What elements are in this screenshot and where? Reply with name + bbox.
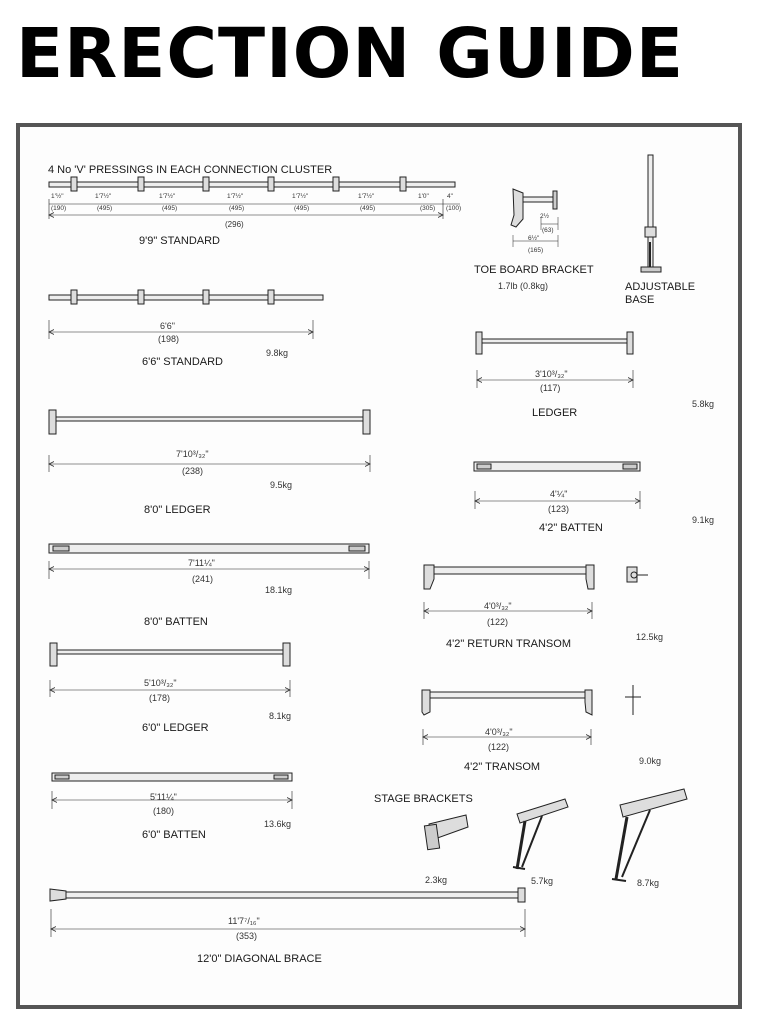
segment-mm: (495) [229, 205, 245, 212]
return-transom-dim: 4'0³/₃₂" [484, 601, 512, 611]
batten-8ft-weight: 18.1kg [265, 585, 293, 595]
batten-4ft2-name: 4'2" BATTEN [539, 522, 603, 534]
component-sheet [16, 123, 742, 1009]
batten-6ft-name: 6'0" BATTEN [142, 829, 206, 841]
toe-board-dim1: 2½ [540, 213, 550, 220]
segment-label: 4" [447, 193, 453, 200]
batten-8ft-dim: 7'11¼" [188, 558, 215, 568]
standard-6ft6-dim: 6'6" [160, 321, 175, 331]
adjustable-base-label-2: BASE [625, 294, 655, 306]
header-note: 4 No 'V' PRESSINGS IN EACH CONNECTION CLUSTER [48, 164, 333, 176]
segment-label: 1'7½" [159, 193, 176, 200]
batten-6ft-mm: (180) [153, 806, 175, 816]
standard-6ft6-name: 6'6" STANDARD [142, 356, 223, 368]
ledger-8ft-weight: 9.5kg [270, 480, 293, 490]
stage-bracket-weight-1: 2.3kg [425, 875, 448, 885]
return-transom-mm: (122) [487, 617, 509, 627]
stage-bracket-weight-3: 8.7kg [637, 878, 660, 888]
stage-bracket-large [612, 789, 687, 881]
ledger-6ft-dim: 5'10³/₃₂" [144, 678, 177, 688]
stage-bracket-weight-2: 5.7kg [531, 876, 554, 886]
segment-mm: (100) [446, 205, 462, 212]
toe-board-dim2: 6½" [528, 235, 540, 242]
segment-label: 1'7½" [95, 193, 112, 200]
batten-4ft2-dim: 4'¼" [550, 489, 568, 499]
batten-4ft2-mm: (123) [548, 504, 570, 514]
ledger-short-drawing [476, 332, 633, 388]
segment-mm: (495) [360, 205, 376, 212]
segment-mm: (495) [162, 205, 178, 212]
segment-mm: (190) [51, 205, 67, 212]
ledger-short-mm: (117) [540, 383, 561, 393]
ledger-short-weight: 5.8kg [692, 399, 715, 409]
segment-label: 1'½" [51, 193, 64, 200]
batten-4ft2-drawing [474, 462, 640, 509]
segment-label: 1'7½" [292, 193, 309, 200]
toe-board-mm2: (165) [528, 247, 544, 254]
standard-6ft6-drawing [49, 290, 323, 339]
adjustable-base-label-1: ADJUSTABLE [625, 281, 696, 293]
standard-9ft9-total: (296) [225, 220, 244, 229]
ledger-6ft-drawing [50, 643, 290, 697]
segment-mm: (495) [97, 205, 113, 212]
ledger-6ft-name: 6'0" LEDGER [142, 722, 209, 734]
ledger-short-name: LEDGER [532, 407, 578, 419]
toe-board-mm1: (63) [542, 227, 554, 234]
segment-label: 1'7½" [358, 193, 375, 200]
ledger-6ft-weight: 8.1kg [269, 711, 292, 721]
segment-label: 1'7½" [227, 193, 244, 200]
batten-6ft-dim: 5'11¼" [150, 792, 177, 802]
ledger-8ft-name: 8'0" LEDGER [144, 504, 211, 516]
standard-6ft6-mm: (198) [158, 334, 180, 344]
diagonal-brace-name: 12'0" DIAGONAL BRACE [197, 953, 322, 965]
segment-mm: (305) [420, 205, 436, 212]
toe-board-bracket-name: TOE BOARD BRACKET [474, 264, 594, 276]
ledger-8ft-mm: (238) [182, 466, 204, 476]
diagonal-brace-drawing [50, 888, 525, 937]
batten-4ft2-weight: 9.1kg [692, 515, 715, 525]
transom-name: 4'2" TRANSOM [464, 761, 541, 773]
component-drawings [20, 127, 738, 1005]
stage-bracket-medium [513, 799, 568, 869]
transom-dim: 4'0³/₃₂" [485, 727, 513, 737]
ledger-6ft-mm: (178) [149, 693, 171, 703]
segment-mm: (495) [294, 205, 310, 212]
stage-brackets-name: STAGE BRACKETS [374, 793, 473, 805]
diagonal-brace-mm: (353) [236, 931, 258, 941]
ledger-8ft-drawing [49, 410, 370, 472]
batten-8ft-mm: (241) [192, 574, 214, 584]
adjustable-base-drawing [641, 155, 661, 272]
return-transom-drawing [424, 565, 648, 619]
page-title: ERECTION GUIDE [16, 14, 684, 94]
transom-drawing [422, 685, 641, 745]
transom-weight: 9.0kg [639, 756, 662, 766]
standard-9ft9-name: 9'9" STANDARD [139, 235, 220, 247]
standard-6ft6-weight: 9.8kg [266, 348, 289, 358]
stage-bracket-small [424, 815, 468, 850]
segment-label: 1'0" [418, 193, 429, 200]
ledger-short-dim: 3'10³/₃₂" [535, 369, 568, 379]
diagonal-brace-dim: 11'7⁷/₁₆" [228, 916, 260, 926]
return-transom-weight: 12.5kg [636, 632, 664, 642]
return-transom-name: 4'2" RETURN TRANSOM [446, 638, 571, 650]
batten-6ft-weight: 13.6kg [264, 819, 292, 829]
ledger-8ft-dim: 7'10³/₃₂" [176, 449, 209, 459]
transom-mm: (122) [488, 742, 510, 752]
batten-6ft-drawing [52, 773, 292, 809]
batten-8ft-name: 8'0" BATTEN [144, 616, 208, 628]
toe-board-bracket-weight: 1.7lb (0.8kg) [498, 281, 549, 291]
